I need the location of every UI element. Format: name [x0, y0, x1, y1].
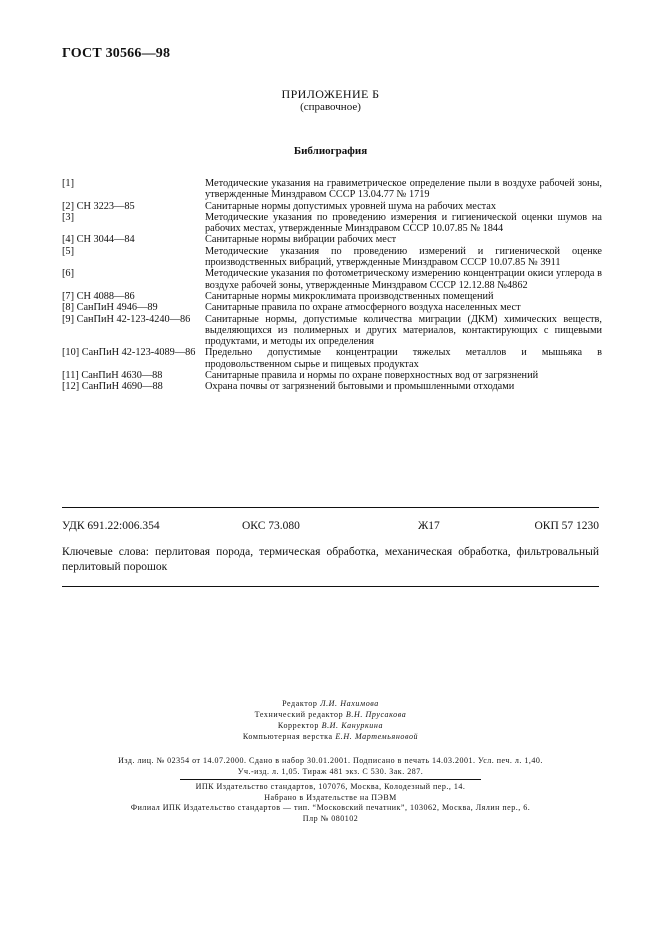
bibliography-entry	[62, 212, 602, 235]
publication-line: Изд. лиц. № 02354 от 14.07.2000. Сдано в набор 30.01.2001. Подписано в печать 14.03.2001. Усл. печ. л. 1,40.	[118, 756, 543, 765]
bibliography-entry	[62, 347, 602, 370]
okp-code: ОКП 57 1230	[534, 520, 599, 532]
entry-text: Предельно допустимые концентрации тяжелых металлов и мышьяка в продовольственном сырье и пищевых продуктах	[205, 347, 602, 370]
entry-text: Санитарные правила по охране атмосферного воздуха населенных мест	[205, 302, 521, 314]
entry-text: Санитарные нормы, допустимые количества миграции (ДКМ) химических веществ, выделяющихся из полимерных и других материалов, контактирующих с пищевыми продуктами, и методы их определения	[205, 313, 602, 348]
credit-editor: Редактор Л.И. Нахимова	[282, 699, 379, 708]
divider-bottom	[62, 586, 599, 587]
credit-tech-editor: Технический редактор В.Н. Прусакова	[254, 710, 407, 719]
bibliography-entry	[62, 201, 602, 212]
entry-text: Санитарные нормы вибрации рабочих мест	[205, 234, 397, 246]
bibliography-entry	[62, 268, 602, 291]
udk-code: УДК 691.22:006.354	[62, 520, 160, 532]
entry-text: Санитарные нормы допустимых уровней шума на рабочих местах	[205, 200, 496, 212]
bibliography-entry	[62, 291, 602, 302]
publication-line: Уч.-изд. л. 1,05. Тираж 481 экз. С 530. Зак. 287.	[237, 766, 424, 776]
bibliography-entry	[62, 234, 602, 245]
entry-ref: [5]	[62, 245, 75, 257]
entry-ref: [10] СанПиН 42-123-4089—86	[62, 347, 196, 359]
divider-top	[62, 507, 599, 508]
appendix-subtitle: (справочное)	[300, 101, 361, 113]
publisher-line: Набрано в Издательстве на ПЭВМ	[264, 792, 397, 802]
entry-ref: [12] СанПиН 4690—88	[62, 381, 163, 393]
divider-publisher	[180, 779, 481, 780]
entry-ref: [9] СанПиН 42-123-4240—86	[62, 313, 191, 325]
credit-corrector: Корректор В.И. Кануркина	[277, 721, 384, 730]
oks-code: ОКС 73.080	[242, 520, 300, 532]
entry-text: Методические указания на гравиметрическое определение пыли в воздухе рабочей зоны, утвержденные Минздравом СССР 13.04.77 № 1719	[205, 178, 602, 201]
publisher-line: Филиал ИПК Издательство стандартов — тип. “Московский печатник”, 103062, Москва, Лялин пер., 6.	[130, 803, 531, 812]
bibliography-entry	[62, 178, 602, 201]
entry-text: Охрана почвы от загрязнений бытовыми и промышленными отходами	[205, 381, 515, 393]
bibliography-entry	[62, 314, 602, 348]
standard-id: ГОСТ 30566—98	[62, 46, 171, 61]
entry-text: Санитарные правила и нормы по охране поверхностных вод от загрязнений	[205, 370, 539, 382]
bibliography-entry	[62, 370, 602, 381]
credit-layout: Компьютерная верстка Е.Н. Мартемьяновой	[242, 732, 419, 741]
entry-ref: [11] СанПиН 4630—88	[62, 370, 163, 382]
entry-ref: [1]	[62, 178, 75, 189]
publisher-line: Плр № 080102	[302, 813, 359, 823]
zh-code: Ж17	[418, 520, 440, 532]
entry-ref: [4] СН 3044—84	[62, 234, 135, 246]
bibliography-entry	[62, 302, 602, 313]
entry-ref: [8] СанПиН 4946—89	[62, 302, 158, 314]
classification-row	[62, 520, 599, 532]
publication-info	[0, 756, 661, 777]
bibliography-title: Библиография	[293, 145, 368, 157]
entry-text: Методические указания по проведению измерения и гигиенической оценки шумов на рабочих местах, утвержденные Минздравом СССР 10.07.85 № 1844	[205, 211, 602, 235]
entry-text: Методические указания по фотометрическому измерению концентрации окиси углерода в воздухе рабочей зоны, утвержденные Минздравом СССР 12.12.88 №4862	[205, 268, 602, 291]
bibliography-entry	[62, 246, 602, 269]
keywords: Ключевые слова: перлитовая порода, термическая обработка, механическая обработка, фильтровальный перлитовый порошок	[62, 546, 599, 573]
entry-ref: [3]	[62, 211, 75, 223]
entry-ref: [2] СН 3223—85	[62, 200, 135, 212]
credits	[0, 698, 661, 742]
bibliography-list	[62, 178, 602, 393]
entry-text: Санитарные нормы микроклимата производственных помещений	[205, 290, 494, 302]
appendix-title: ПРИЛОЖЕНИЕ Б	[281, 87, 380, 101]
bibliography-entry	[62, 381, 602, 392]
entry-ref: [6]	[62, 268, 75, 280]
entry-text: Методические указания по проведению измерений и гигиенической оценке производственных вибраций, утвержденные Минздравом СССР 10.07.85 № 3911	[205, 245, 602, 269]
entry-ref: [7] СН 4088—86	[62, 290, 135, 302]
publisher-info	[0, 782, 661, 824]
publisher-line: ИПК Издательство стандартов, 107076, Москва, Колодезный пер., 14.	[195, 782, 466, 791]
